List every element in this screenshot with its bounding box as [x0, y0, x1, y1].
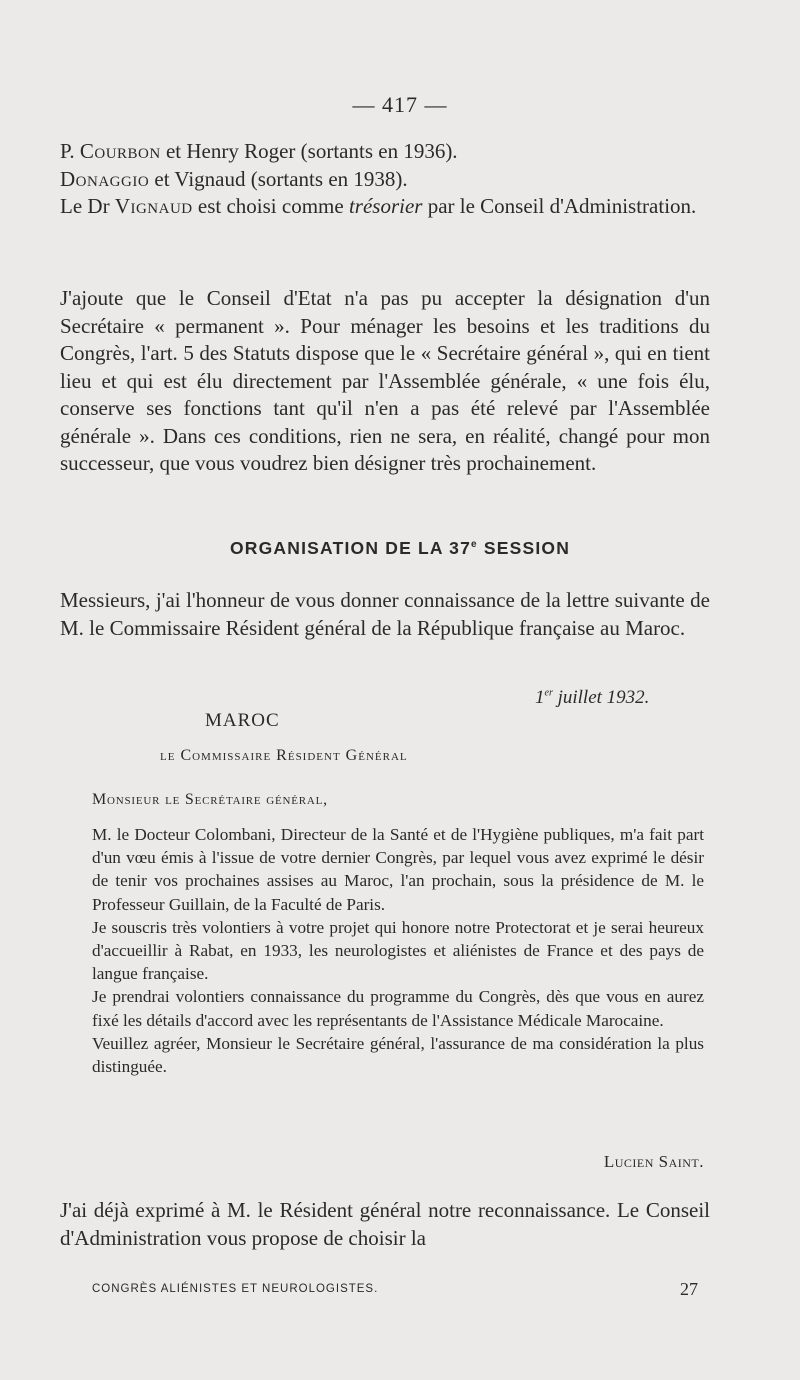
messieurs-paragraph: Messieurs, j'ai l'honneur de vous donner connaissance de la lettre suivante de M. le Commissaire Résident général de la République française au Maroc. — [60, 588, 710, 640]
letter-signature: Lucien Saint. — [603, 1152, 704, 1171]
page-number-header: — 417 — — [352, 92, 448, 117]
members-line-1: P. Courbon et Henry Roger (sortants en 1936). — [60, 139, 458, 163]
letter-paragraph-3: Je prendrai volontiers connaissance du programme du Congrès, dès que vous en aurez fixé les détails d'accord avec les représentants de l'Assistance Médicale Marocaine. — [92, 987, 704, 1030]
secretaire-paragraph: J'ajoute que le Conseil d'Etat n'a pas pu accepter la désignation d'un Secrétaire « permanent ». Pour ménager les besoins et les traditions du Congrès, l'art. 5 des Statuts dispose que le « Secrétaire général », qui en tient lieu et qui est élu directement par l'Assemblée générale, « une fois élu, conserve ses fonctions tant qu'il n'en a pas été relevé par l'Assemblée générale ». Dans ces conditions, rien ne sera, en réalité, changé pour mon successeur, que vous voudrez bien désigner très prochainement. — [60, 286, 710, 475]
messieurs-paragraph-block — [60, 587, 710, 642]
members-line-2: Donaggio et Vignaud (sortants en 1938). — [60, 166, 408, 191]
letter-paragraph-4: Veuillez agréer, Monsieur le Secrétaire général, l'assurance de ma considération la plus distinguée. — [92, 1033, 704, 1077]
member-list — [60, 138, 710, 221]
letter-date: 1er juillet 1932. — [535, 687, 650, 708]
footer-signature-number: 27 — [680, 1279, 698, 1299]
letter-salutation: Monsieur le Secrétaire général, — [92, 791, 328, 808]
footer-running-title: CONGRÈS ALIÉNISTES ET NEUROLOGISTES. — [92, 1283, 379, 1295]
secretaire-paragraph-block — [60, 285, 710, 478]
letter-paragraph-2: Je souscris très volontiers à votre projet qui honore notre Protectorat et je serai heureux d'accueillir à Rabat, en 1933, les neurologistes et aliénistes de France et des pays de langue française. — [92, 917, 704, 984]
section-heading: ORGANISATION DE LA 37e SESSION — [229, 538, 571, 558]
final-paragraph: J'ai déjà exprimé à M. le Résident général notre reconnaissance. Le Conseil d'Administration vous propose de choisir la — [60, 1198, 710, 1250]
final-paragraph-block — [60, 1197, 710, 1252]
letter-body — [92, 823, 704, 1078]
letter-place: MAROC — [205, 710, 280, 731]
letter-paragraph-1: M. le Docteur Colombani, Directeur de la Santé et de l'Hygiène publiques, m'a fait part d'un vœu émis à l'issue de votre dernier Congrès, par lequel vous avez exprimé le désir de tenir vos prochaines assises au Maroc, l'an prochain, sous la présidence de M. le Professeur Guillain, de la Faculté de Paris. — [92, 825, 704, 914]
tresorier-paragraph: Le Dr Vignaud est choisi comme trésorier par le Conseil d'Administration. — [60, 194, 697, 218]
letter-sender: le Commissaire Résident Général — [160, 747, 408, 764]
